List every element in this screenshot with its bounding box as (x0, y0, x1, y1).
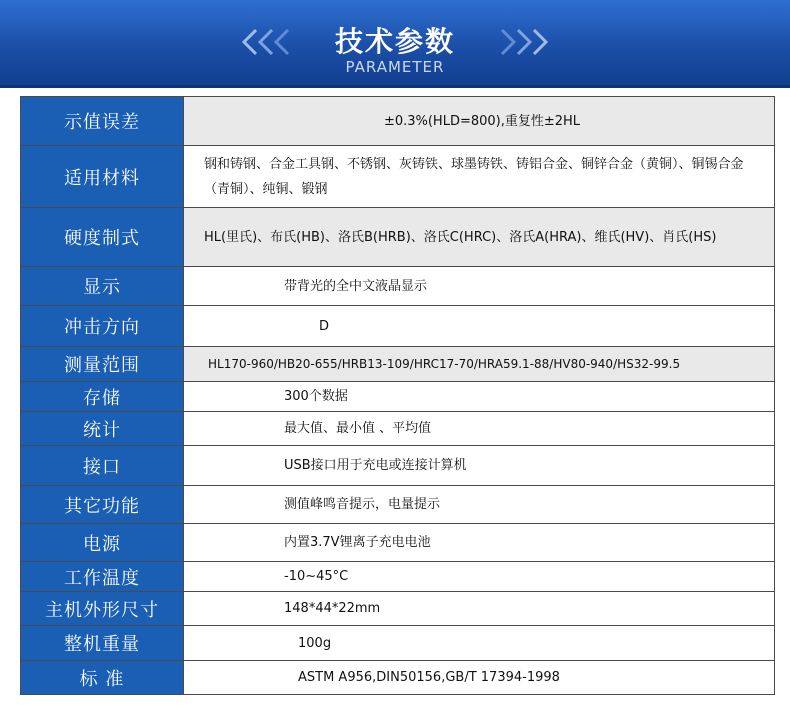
table-row (21, 97, 775, 146)
param-value: -10~45°C (184, 562, 775, 592)
table-row (21, 486, 775, 524)
param-label: 示值误差 (21, 97, 184, 146)
param-value: 钢和铸钢、合金工具钢、不锈钢、灰铸铁、球墨铸铁、铸铝合金、铜锌合金（黄铜）、铜锡合金（青铜）、纯铜、锻钢 (184, 146, 775, 208)
param-value: 最大值、最小值 、平均值 (184, 412, 775, 446)
param-value: 300个数据 (184, 382, 775, 412)
param-value: 测值峰鸣音提示，电量提示 (184, 486, 775, 524)
table-row (21, 661, 775, 695)
table-row (21, 208, 775, 267)
param-value: USB接口用于充电或连接计算机 (184, 446, 775, 486)
param-value: 100g (184, 626, 775, 661)
page-title: 技术参数 (334, 25, 455, 58)
param-label: 统计 (21, 412, 184, 446)
param-label: 接口 (21, 446, 184, 486)
table-row (21, 306, 775, 347)
param-label: 硬度制式 (21, 208, 184, 267)
param-value: HL(里氏)、布氏(HB)、洛氏B(HRB)、洛氏C(HRC)、洛氏A(HRA)、维氏(HV)、肖氏(HS) (184, 208, 775, 267)
param-label: 整机重量 (21, 626, 184, 661)
param-value: HL170-960/HB20-655/HRB13-109/HRC17-70/HRA59.1-88/HV80-940/HS32-99.5 (184, 347, 775, 382)
param-value: ±0.3%(HLD=800),重复性±2HL (184, 97, 775, 146)
param-label: 其它功能 (21, 486, 184, 524)
param-label: 工作温度 (21, 562, 184, 592)
param-label: 冲击方向 (21, 306, 184, 347)
table-row (21, 267, 775, 306)
param-value: 内置3.7V锂离子充电电池 (184, 524, 775, 562)
table-row (21, 626, 775, 661)
table-row (21, 347, 775, 382)
param-value: D (184, 306, 775, 347)
parameter-table (20, 96, 775, 695)
table-row (21, 562, 775, 592)
table-row (21, 382, 775, 412)
param-label: 存储 (21, 382, 184, 412)
chevrons-right-icon (492, 27, 552, 57)
table-row (21, 146, 775, 208)
table-row (21, 592, 775, 626)
page-subtitle: PARAMETER (345, 58, 445, 76)
param-value: 带背光的全中文液晶显示 (184, 267, 775, 306)
param-label: 电源 (21, 524, 184, 562)
param-label: 主机外形尺寸 (21, 592, 184, 626)
table-row (21, 412, 775, 446)
table-row (21, 524, 775, 562)
param-label: 显示 (21, 267, 184, 306)
table-row (21, 446, 775, 486)
param-value: 148*44*22mm (184, 592, 775, 626)
header-banner (0, 0, 790, 88)
param-value: ASTM A956,DIN50156,GB/T 17394-1998 (184, 661, 775, 695)
param-label: 标 准 (21, 661, 184, 695)
param-label: 测量范围 (21, 347, 184, 382)
param-label: 适用材料 (21, 146, 184, 208)
